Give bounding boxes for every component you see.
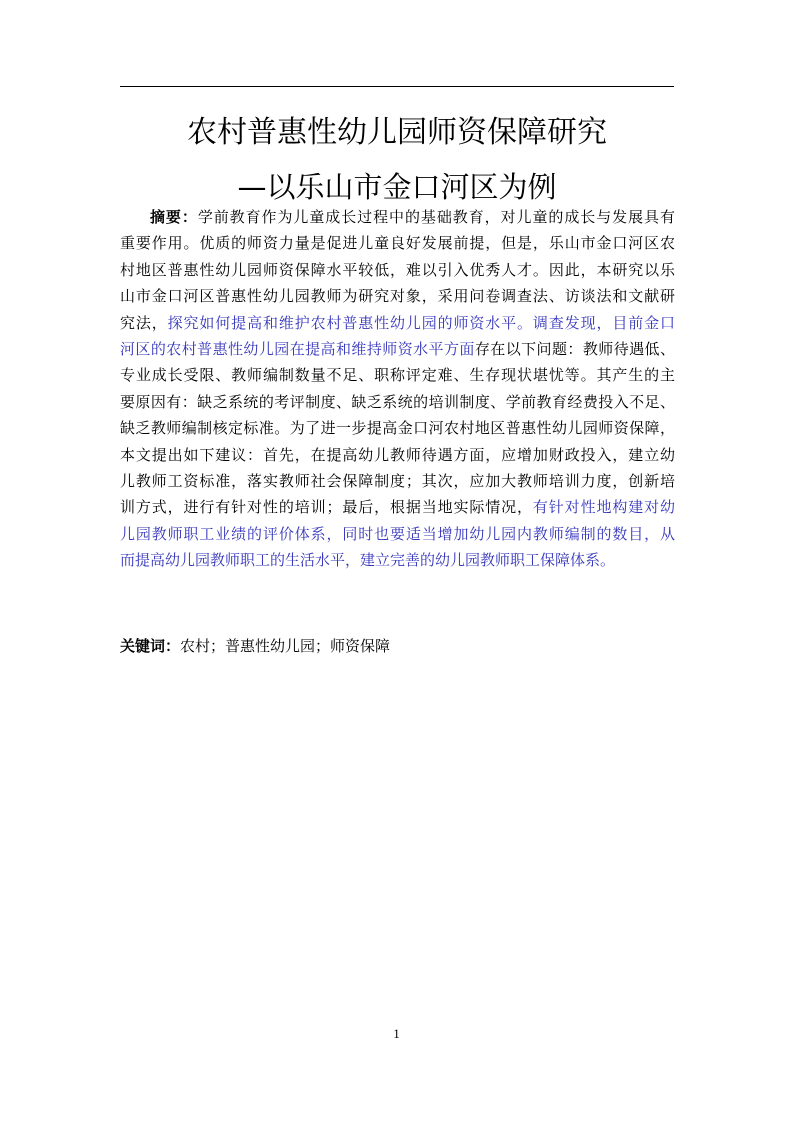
abstract-text: 要原因有：缺乏系统的考评制度、缺乏系统的培训制度、学前教育经费投入不足、	[120, 392, 675, 411]
header-rule	[120, 86, 674, 87]
abstract-line	[120, 310, 675, 336]
abstract-line	[120, 442, 675, 468]
abstract-line	[120, 336, 675, 362]
abstract-line	[120, 362, 675, 388]
keywords	[120, 634, 675, 658]
abstract-line	[120, 283, 675, 309]
abstract-line	[120, 389, 675, 415]
paper-title: 农村普惠性幼儿园师资保障研究	[187, 115, 607, 150]
abstract-text: 存在以下问题：教师待遇低、	[474, 339, 675, 358]
keywords-label: 关键词：	[120, 637, 181, 655]
abstract-text: 学前教育作为儿童成长过程中的基础教育，对儿童的成长与发展具有	[197, 208, 675, 226]
abstract-line	[120, 521, 675, 547]
abstract-highlight-text: 河区的农村普惠性幼儿园在提高和维持师资水平方面	[120, 339, 475, 358]
abstract-text: 训方式，进行有针对性的培训；最后，根据当地实际情况，	[120, 498, 533, 517]
abstract-text: 山市金口河区普惠性幼儿园教师为研究对象，采用问卷调查法、访谈法和文献研	[120, 287, 675, 306]
abstract-text: 本文提出如下建议：首先，在提高幼儿教师待遇方面，应增加财政投入，建立幼	[120, 445, 675, 464]
abstract-text: 缺乏教师编制核定标准。为了进一步提高金口河农村地区普惠性幼儿园师资保障，	[120, 419, 675, 438]
page-number: 1	[393, 1026, 400, 1041]
abstract-line	[120, 415, 675, 441]
abstract-line	[120, 494, 675, 520]
abstract-text: 重要作用。优质的师资力量是促进儿童良好发展前提，但是，乐山市金口河区农	[120, 234, 675, 253]
abstract-highlight-text: 探究如何提高和维护农村普惠性幼儿园的师资水平。调查发现，目前金口	[167, 313, 675, 332]
abstract-highlight-text: 而提高幼儿园教师职工的生活水平，建立完善的幼儿园教师职工保障体系。	[120, 551, 616, 570]
abstract-line	[120, 230, 675, 256]
abstract-line	[120, 547, 675, 573]
paper-subtitle: —以乐山市金口河区为例	[237, 170, 557, 204]
abstract-text: 专业成长受限、教师编制数量不足、职称评定难、生存现状堪忧等。其产生的主	[120, 366, 675, 385]
keywords-text: 农村；普惠性幼儿园；师资保障	[180, 637, 391, 655]
abstract-text: 村地区普惠性幼儿园师资保障水平较低，难以引入优秀人才。因此，本研究以乐	[120, 260, 675, 279]
abstract-text: 儿教师工资标准，落实教师社会保障制度；其次，应加大教师培训力度，创新培	[120, 471, 675, 490]
abstract-highlight-text: 有针对性地构建对幼	[532, 498, 675, 517]
abstract-text: 究法，	[120, 313, 168, 332]
abstract	[120, 204, 675, 573]
abstract-line	[120, 204, 675, 230]
abstract-line	[120, 468, 675, 494]
abstract-highlight-text: 儿园教师职工业绩的评价体系，同时也要适当增加幼儿园内教师编制的数目，从	[120, 524, 675, 543]
abstract-label: 摘要：	[150, 208, 198, 226]
abstract-line	[120, 257, 675, 283]
abstract-body	[120, 204, 675, 573]
